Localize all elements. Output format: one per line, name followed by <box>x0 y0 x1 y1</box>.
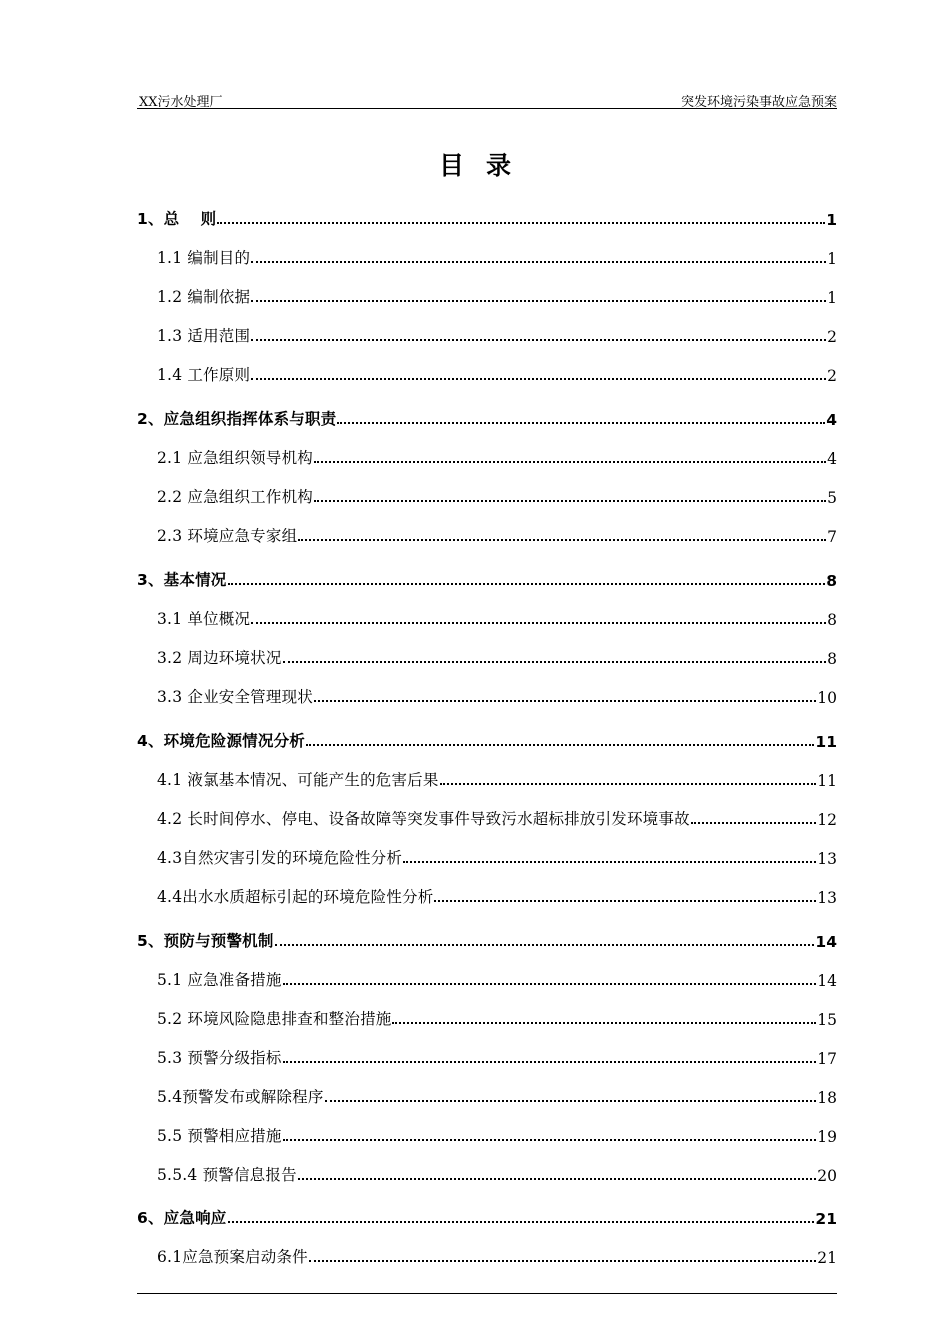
toc-section-entry[interactable] <box>137 997 837 1029</box>
toc-entry-page: 1 <box>827 250 837 268</box>
toc-section-entry[interactable] <box>137 958 837 990</box>
toc-dot-leader <box>298 539 826 541</box>
toc-entry-page: 8 <box>826 572 837 590</box>
toc-dot-leader <box>251 339 826 341</box>
toc-entry-label: 6.1应急预案启动条件 <box>157 1248 308 1266</box>
toc-dot-leader <box>691 822 816 824</box>
toc-entry-page: 18 <box>817 1089 837 1107</box>
toc-entry-page: 15 <box>817 1011 837 1029</box>
toc-entry-page: 14 <box>817 972 837 990</box>
toc-section-entry[interactable] <box>137 236 837 268</box>
toc-entry-page: 21 <box>815 1210 837 1228</box>
toc-dot-leader <box>403 861 816 863</box>
toc-chapter-entry[interactable] <box>137 919 837 951</box>
toc-dot-leader <box>314 500 826 502</box>
toc-dot-leader <box>337 422 825 424</box>
toc-entry-page: 1 <box>826 211 837 229</box>
toc-entry-label: 5、预防与预警机制 <box>137 932 274 950</box>
toc-section-entry[interactable] <box>137 436 837 468</box>
toc-section-entry[interactable] <box>137 1114 837 1146</box>
toc-entry-label: 5.4预警发布或解除程序 <box>157 1088 324 1106</box>
toc-entry-label: 5.5.4 预警信息报告 <box>157 1166 297 1184</box>
header-right-text: 突发环境污染事故应急预案 <box>680 95 837 110</box>
toc-dot-leader <box>251 378 826 380</box>
toc-entry-page: 20 <box>817 1167 837 1185</box>
toc-section-entry[interactable] <box>137 675 837 707</box>
toc-entry-page: 8 <box>827 650 837 668</box>
toc-dot-leader <box>228 583 826 585</box>
toc-entry-label: 1.3 适用范围 <box>157 327 251 345</box>
toc-section-entry[interactable] <box>137 275 837 307</box>
header-rule <box>137 108 837 109</box>
toc-entry-page: 11 <box>817 772 837 790</box>
toc-entry-page: 8 <box>827 611 837 629</box>
toc-section-entry[interactable] <box>137 475 837 507</box>
toc-entry-label: 3、基本情况 <box>137 571 227 589</box>
toc-entry-label: 1.2 编制依据 <box>157 288 251 306</box>
toc-dot-leader <box>325 1100 817 1102</box>
toc-entry-page: 2 <box>827 367 837 385</box>
header-left-text: XX污水处理厂 <box>139 95 223 110</box>
toc-entry-page: 7 <box>827 528 837 546</box>
toc-dot-leader <box>251 300 826 302</box>
toc-entry-label: 2、应急组织指挥体系与职责 <box>137 410 337 428</box>
toc-dot-leader <box>275 944 815 946</box>
toc-entry-page: 11 <box>815 733 837 751</box>
toc-dot-leader <box>251 622 826 624</box>
toc-entry-page: 2 <box>827 328 837 346</box>
toc-entry-label: 1.1 编制目的 <box>157 249 251 267</box>
toc-entry-page: 4 <box>826 411 837 429</box>
toc-entry-label: 5.3 预警分级指标 <box>157 1049 282 1067</box>
toc-entry-page: 1 <box>827 289 837 307</box>
toc-section-entry[interactable] <box>137 514 837 546</box>
toc-chapter-entry[interactable] <box>137 397 837 429</box>
toc-chapter-entry[interactable] <box>137 558 837 590</box>
toc-entry-label: 2.2 应急组织工作机构 <box>157 488 313 506</box>
toc-entry-label: 5.5 预警相应措施 <box>157 1127 282 1145</box>
toc-entry-label: 5.1 应急准备措施 <box>157 971 282 989</box>
toc-dot-leader <box>217 222 825 224</box>
page-header <box>137 91 837 109</box>
toc-entry-page: 12 <box>817 811 837 829</box>
toc-entry-label: 1、总 则 <box>137 210 217 228</box>
toc-entry-page: 10 <box>817 689 837 707</box>
toc-entry-page: 5 <box>827 489 837 507</box>
toc-chapter-entry[interactable] <box>137 197 837 229</box>
toc-dot-leader <box>314 461 826 463</box>
toc-entry-page: 19 <box>817 1128 837 1146</box>
toc-section-entry[interactable] <box>137 1036 837 1068</box>
toc-dot-leader <box>392 1022 816 1024</box>
toc-entry-label: 6、应急响应 <box>137 1209 227 1227</box>
toc-section-entry[interactable] <box>137 758 837 790</box>
toc-section-entry[interactable] <box>137 597 837 629</box>
toc-chapter-entry[interactable] <box>137 1196 837 1228</box>
toc-dot-leader <box>283 1139 817 1141</box>
toc-section-entry[interactable] <box>137 797 837 829</box>
toc-entry-page: 17 <box>817 1050 837 1068</box>
toc-dot-leader <box>228 1221 815 1223</box>
toc-title: 目录 <box>438 151 533 180</box>
toc-entry-label: 3.2 周边环境状况 <box>157 649 282 667</box>
toc-entry-label: 2.3 环境应急专家组 <box>157 527 298 545</box>
toc-section-entry[interactable] <box>137 314 837 346</box>
toc-entry-label: 4.4出水水质超标引起的环境危险性分析 <box>157 888 434 906</box>
toc-dot-leader <box>314 700 816 702</box>
toc-entry-page: 14 <box>815 933 837 951</box>
toc-section-entry[interactable] <box>137 1235 837 1267</box>
footer-rule <box>137 1293 837 1294</box>
toc-chapter-entry[interactable] <box>137 719 837 751</box>
toc-section-entry[interactable] <box>137 636 837 668</box>
toc-entry-page: 4 <box>827 450 837 468</box>
toc-dot-leader <box>306 744 814 746</box>
toc-dot-leader <box>440 783 817 785</box>
toc-dot-leader <box>251 261 826 263</box>
toc-entry-label: 2.1 应急组织领导机构 <box>157 449 313 467</box>
toc-entry-label: 5.2 环境风险隐患排查和整治措施 <box>157 1010 392 1028</box>
toc-section-entry[interactable] <box>137 875 837 907</box>
toc-dot-leader <box>283 661 827 663</box>
toc-dot-leader <box>283 1061 817 1063</box>
toc-entry-label: 3.1 单位概况 <box>157 610 251 628</box>
toc-entry-label: 4、环境危险源情况分析 <box>137 732 305 750</box>
toc-entry-label: 3.3 企业安全管理现状 <box>157 688 313 706</box>
toc-dot-leader <box>434 900 816 902</box>
toc-entry-label: 4.2 长时间停水、停电、设备故障等突发事件导致污水超标排放引发环境事故 <box>157 810 690 828</box>
toc-entry-label: 4.3自然灾害引发的环境危险性分析 <box>157 849 403 867</box>
toc-section-entry[interactable] <box>137 1153 837 1185</box>
toc-entry-page: 21 <box>817 1249 837 1267</box>
toc-dot-leader <box>298 1178 816 1180</box>
toc-entry-label: 4.1 液氯基本情况、可能产生的危害后果 <box>157 771 439 789</box>
toc-entry-label: 1.4 工作原则 <box>157 366 251 384</box>
toc-entry-page: 13 <box>817 850 837 868</box>
toc-entry-page: 13 <box>817 889 837 907</box>
toc-dot-leader <box>283 983 817 985</box>
toc-section-entry[interactable] <box>137 353 837 385</box>
toc-section-entry[interactable] <box>137 836 837 868</box>
toc-dot-leader <box>309 1260 816 1262</box>
toc-section-entry[interactable] <box>137 1075 837 1107</box>
